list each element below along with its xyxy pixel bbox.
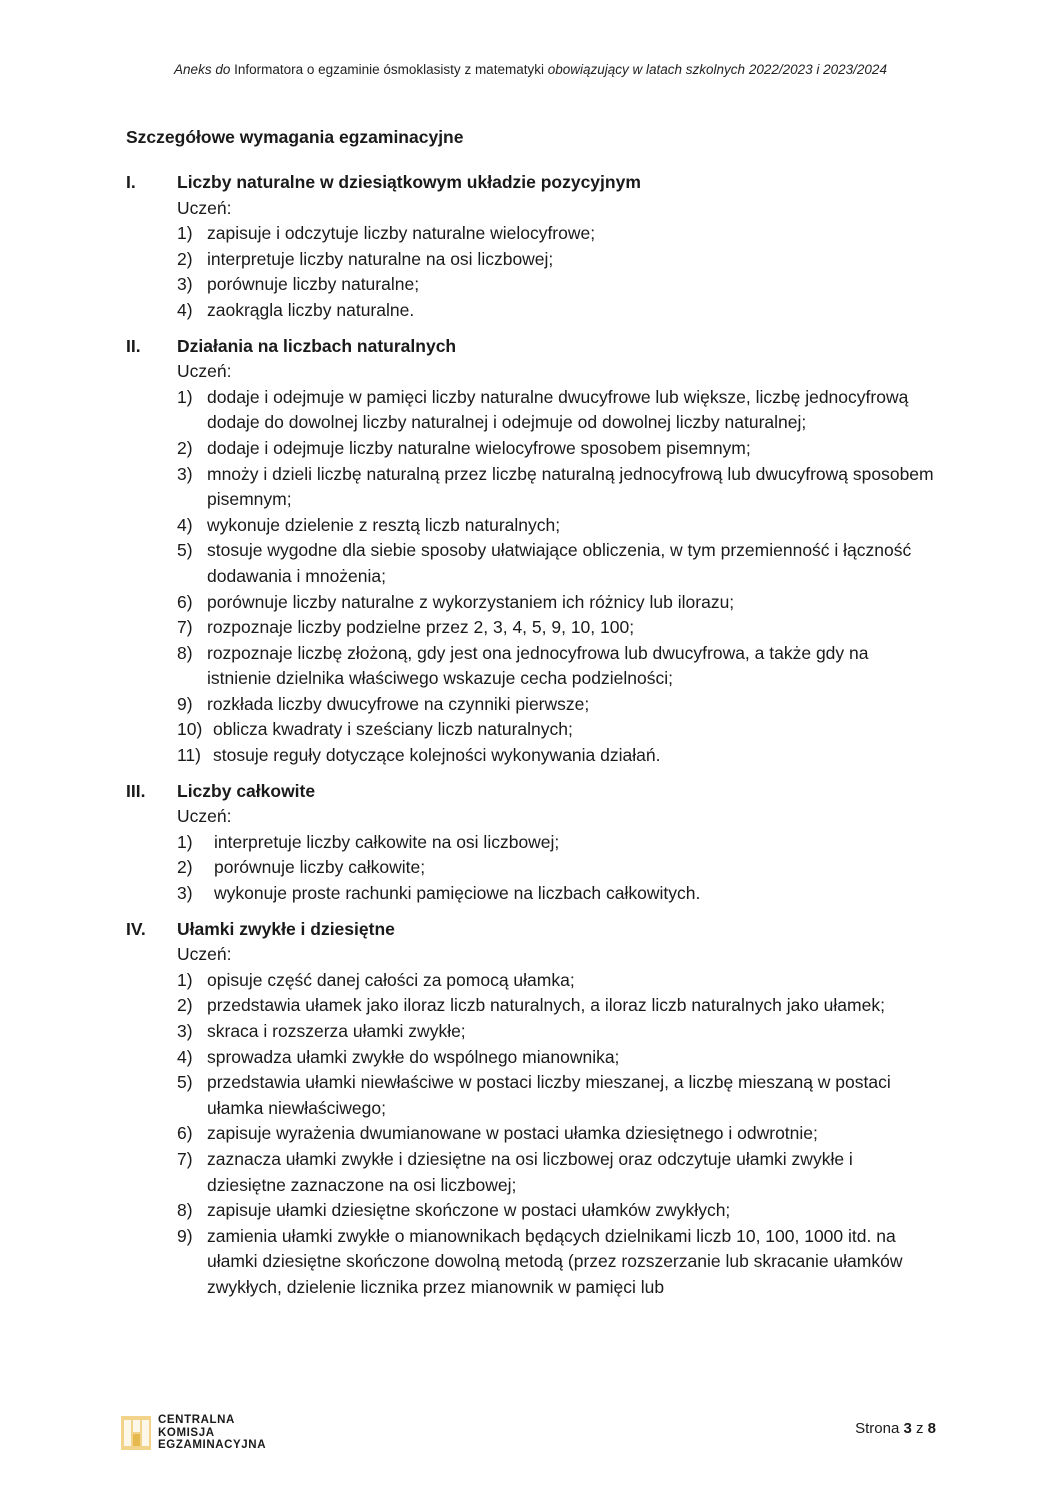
item-text: mnoży i dzieli liczbę naturalną przez liczbę naturalną jednocyfrową lub dwucyfrową sposobem pisemnym; (207, 463, 934, 510)
item-number: 11) (177, 745, 201, 766)
list-item (177, 743, 936, 769)
item-text: zapisuje wyrażenia dwumianowane w postaci ułamka dziesiętnego i odwrotnie; (207, 1123, 818, 1144)
item-number: 10) (177, 719, 203, 740)
list-item (177, 436, 936, 462)
header-part2: Informatora o egzaminie ósmoklasisty z matematyki (234, 62, 544, 77)
item-text: dodaje i odejmuje w pamięci liczby naturalne dwucyfrowe lub większe, liczbę jednocyfrową dodaje do dowolnej liczby naturalnej i odejmuje od dowolnej liczby naturalnej; (207, 386, 909, 433)
list-item (177, 1121, 936, 1147)
item-number: 3) (177, 274, 193, 295)
section-intro: Uczeń: (177, 806, 232, 827)
item-number: 1) (177, 969, 193, 990)
item-text: zapisuje ułamki dziesiętne skończone w postaci ułamków zwykłych; (207, 1200, 731, 1221)
item-text: rozkłada liczby dwucyfrowe na czynniki pierwsze; (207, 693, 590, 714)
section-title: Działania na liczbach naturalnych (177, 335, 457, 356)
cke-logo-icon (120, 1413, 154, 1453)
section-number: I. (126, 172, 136, 192)
item-text: interpretuje liczby całkowite na osi liczbowej; (214, 831, 560, 852)
item-number: 9) (177, 693, 193, 714)
section-4 (126, 917, 936, 1301)
list-item (177, 272, 936, 298)
list-item (177, 385, 936, 436)
item-text: skraca i rozszerza ułamki zwykłe; (207, 1021, 466, 1041)
item-number: 1) (177, 223, 193, 244)
list-item (177, 1045, 936, 1071)
item-number: 3) (177, 883, 193, 904)
item-number: 5) (177, 540, 193, 561)
running-header (0, 62, 1061, 77)
logo-line-1: CENTRALNA (158, 1414, 235, 1427)
item-number: 6) (177, 1123, 193, 1144)
item-number: 6) (177, 591, 193, 612)
page-sep: z (911, 1420, 928, 1437)
list-item (177, 221, 936, 247)
item-number: 5) (177, 1072, 193, 1093)
item-number: 2) (177, 857, 193, 878)
section-intro: Uczeń: (177, 361, 232, 382)
header-part1: Aneks do (174, 62, 235, 77)
item-number: 4) (177, 299, 193, 320)
section-intro: Uczeń: (177, 197, 232, 218)
section-1 (126, 170, 936, 324)
item-text: wykonuje proste rachunki pamięciowe na liczbach całkowitych. (214, 883, 701, 904)
list-item (177, 538, 936, 589)
item-number: 7) (177, 617, 193, 638)
item-number: 1) (177, 831, 193, 852)
logo-text (158, 1414, 266, 1452)
list-item (177, 1019, 936, 1045)
item-text: rozpoznaje liczbę złożoną, gdy jest ona jednocyfrowa lub dwucyfrowa, a także gdy na istnienie dzielnika właściwego wskazuje cecha podzielności; (207, 642, 869, 689)
page-total: 8 (927, 1420, 936, 1437)
list-item (177, 1070, 936, 1121)
page-title: Szczegółowe wymagania egzaminacyjne (126, 127, 464, 147)
section-title: Liczby naturalne w dziesiątkowym układzie pozycyjnym (177, 172, 641, 192)
logo-line-3: EGZAMINACYJNA (158, 1439, 267, 1452)
page-prefix: Strona (855, 1420, 904, 1437)
header-part3: obowiązujący w latach szkolnych 2022/2023 i 2023/2024 (543, 62, 887, 77)
section-number: II. (126, 335, 141, 356)
list-item (177, 247, 936, 273)
page-current: 3 (903, 1420, 912, 1437)
item-text: zapisuje i odczytuje liczby naturalne wielocyfrowe; (207, 223, 596, 244)
item-number: 9) (177, 1225, 193, 1246)
item-text: sprowadza ułamki zwykłe do wspólnego mianownika; (207, 1046, 620, 1067)
page-number (855, 1420, 936, 1437)
list-item (177, 1198, 936, 1224)
logo-line-2: KOMISJA (158, 1426, 215, 1439)
item-text: stosuje reguły dotyczące kolejności wykonywania działań. (213, 745, 661, 766)
item-text: stosuje wygodne dla siebie sposoby ułatwiające obliczenia, w tym przemienność i łączność dodawania i mnożenia; (207, 540, 912, 586)
item-number: 8) (177, 1200, 193, 1221)
item-number: 2) (177, 995, 193, 1016)
item-number: 2) (177, 437, 193, 458)
item-text: porównuje liczby całkowite; (214, 857, 426, 878)
item-text: zaznacza ułamki zwykłe i dziesiętne na osi liczbowej oraz odczytuje ułamki zwykłe i dziesiętne zaznaczone na osi liczbowej; (207, 1148, 853, 1195)
item-number: 4) (177, 514, 193, 535)
list-item (177, 1224, 936, 1301)
item-text: porównuje liczby naturalne z wykorzystaniem ich różnicy lub ilorazu; (207, 591, 735, 612)
item-number: 4) (177, 1046, 193, 1067)
item-text: zaokrągla liczby naturalne. (207, 299, 415, 320)
section-title: Ułamki zwykłe i dziesiętne (177, 918, 395, 939)
section-number: III. (126, 780, 146, 801)
list-item (177, 462, 936, 513)
section-title: Liczby całkowite (177, 780, 316, 801)
list-item (177, 641, 936, 692)
item-text: wykonuje dzielenie z resztą liczb naturalnych; (207, 514, 561, 535)
list-item (177, 717, 936, 743)
list-item (177, 692, 936, 718)
list-item (177, 590, 936, 616)
section-number: IV. (126, 918, 146, 939)
list-item (177, 830, 936, 856)
section-intro: Uczeń: (177, 944, 232, 965)
list-item (177, 1147, 936, 1198)
item-text: rozpoznaje liczby podzielne przez 2, 3, 4, 5, 9, 10, 100; (207, 617, 635, 638)
list-item (177, 855, 936, 881)
item-number: 3) (177, 1021, 193, 1041)
item-text: przedstawia ułamki niewłaściwe w postaci liczby mieszanej, a liczbę mieszaną w postaci ułamka niewłaściwego; (207, 1072, 891, 1118)
item-number: 7) (177, 1148, 193, 1169)
cke-logo (120, 1413, 266, 1453)
item-text: opisuje część danej całości za pomocą ułamka; (207, 969, 575, 990)
list-item (177, 881, 936, 907)
requirements-list (126, 170, 936, 1311)
item-number: 2) (177, 248, 193, 269)
item-text: zamienia ułamki zwykłe o mianownikach będących dzielnikami liczb 10, 100, 1000 itd. na ułamki dziesiętne skończone dowolną metodą (przez rozszerzanie lub skracanie ułamków zwykłych, dzielenie licznika przez mianownik w pamięci lub (207, 1225, 903, 1297)
item-text: przedstawia ułamek jako iloraz liczb naturalnych, a iloraz liczb naturalnych jako ułamek; (207, 995, 885, 1016)
list-item (177, 298, 936, 324)
item-text: porównuje liczby naturalne; (207, 274, 420, 295)
item-text: dodaje i odejmuje liczby naturalne wielocyfrowe sposobem pisemnym; (207, 437, 751, 458)
list-item (177, 968, 936, 994)
list-item (177, 615, 936, 641)
item-number: 1) (177, 386, 193, 407)
item-text: interpretuje liczby naturalne na osi liczbowej; (207, 248, 554, 269)
section-3 (126, 779, 936, 907)
section-2 (126, 334, 936, 769)
item-number: 3) (177, 463, 193, 484)
list-item (177, 993, 936, 1019)
item-number: 8) (177, 642, 193, 663)
item-text: oblicza kwadraty i sześciany liczb naturalnych; (213, 719, 573, 740)
list-item (177, 513, 936, 539)
